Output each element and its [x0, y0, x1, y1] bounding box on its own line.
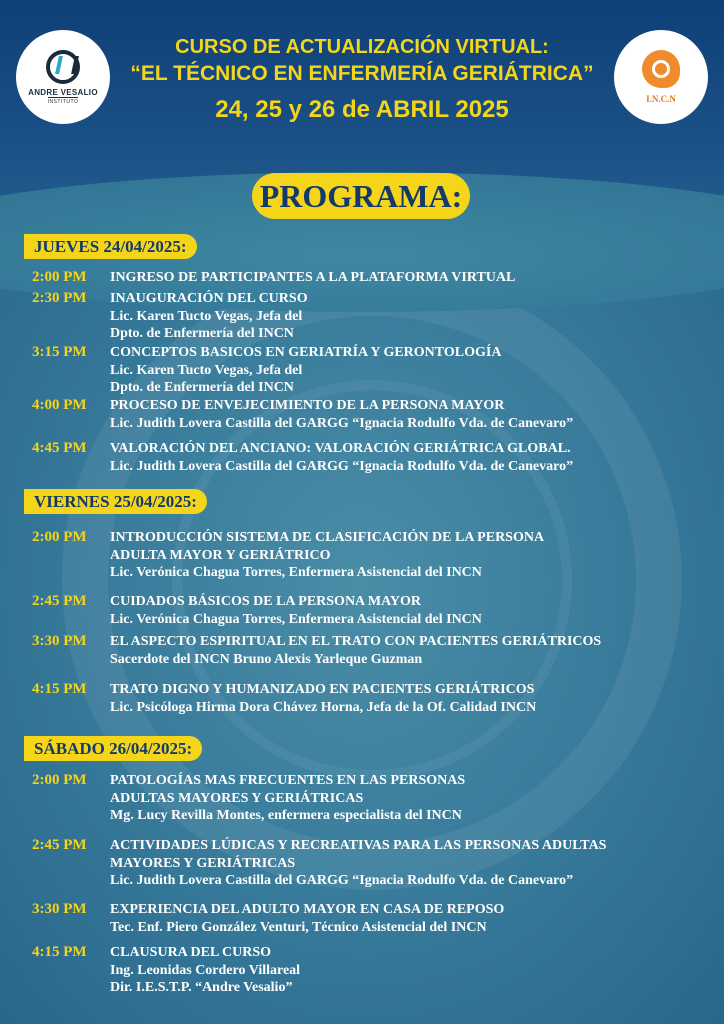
session-line: Dir. I.E.S.T.P. “Andre Vesalio” — [110, 980, 293, 995]
day-label-jueves: JUEVES 24/04/2025: — [24, 234, 197, 259]
andre-vesalio-logo — [16, 30, 110, 124]
session-line: Lic. Judith Lovera Castilla del GARGG “Ignacia Rodulfo Vda. de Canevaro” — [110, 873, 574, 888]
session-line: EL ASPECTO ESPIRITUAL EN EL TRATO CON PACIENTES GERIÁTRICOS — [110, 634, 602, 649]
session-line: VALORACIÓN DEL ANCIANO: VALORACIÓN GERIÁTRICA GLOBAL. — [110, 441, 571, 456]
session-line: INTRODUCCIÓN SISTEMA DE CLASIFICACIÓN DE LA PERSONA — [110, 530, 545, 545]
session-line: Dpto. de Enfermería del INCN — [110, 380, 294, 395]
session-line: INGRESO DE PARTICIPANTES A LA PLATAFORMA VIRTUAL — [110, 270, 516, 285]
logo-right-name: I.N.C.N — [646, 94, 676, 104]
session-line: MAYORES Y GERIÁTRICAS — [110, 855, 296, 871]
programa-badge: PROGRAMA: — [252, 173, 470, 219]
event-dates: 24, 25 y 26 de ABRIL 2025 — [215, 96, 509, 123]
session-time: 2:00 PM — [32, 529, 87, 545]
session-time: 3:30 PM — [32, 633, 87, 649]
andre-vesalio-logo-icon — [46, 50, 80, 84]
session-time: 2:45 PM — [32, 837, 87, 853]
session-line: Lic. Karen Tucto Vegas, Jefa del — [110, 308, 303, 324]
session-line: ADULTA MAYOR Y GERIÁTRICO — [110, 547, 331, 563]
incn-logo — [614, 30, 708, 124]
head-profile-icon — [638, 50, 684, 92]
session-line: Lic. Verónica Chagua Torres, Enfermera Asistencial del INCN — [110, 565, 482, 580]
session-time: 3:15 PM — [32, 344, 87, 360]
session-line: Lic. Judith Lovera Castilla del GARGG “Ignacia Rodulfo Vda. de Canevaro” — [110, 458, 574, 474]
session-line: INAUGURACIÓN DEL CURSO — [110, 291, 308, 306]
title-line-1: CURSO DE ACTUALIZACIÓN VIRTUAL: — [175, 36, 549, 58]
session-line: EXPERIENCIA DEL ADULTO MAYOR EN CASA DE REPOSO — [110, 902, 505, 917]
session-line: CONCEPTOS BASICOS EN GERIATRÍA Y GERONTOLOGÍA — [110, 345, 502, 360]
session-time: 4:45 PM — [32, 440, 87, 456]
session-line: Lic. Verónica Chagua Torres, Enfermera Asistencial del INCN — [110, 611, 482, 627]
session-line: PROCESO DE ENVEJECIMIENTO DE LA PERSONA MAYOR — [110, 398, 505, 413]
session-time: 2:30 PM — [32, 290, 87, 306]
session-line: Mg. Lucy Revilla Montes, enfermera especialista del INCN — [110, 808, 462, 823]
logo-left-sub: INSTITUTO — [47, 98, 79, 105]
session-line: Ing. Leonidas Cordero Villareal — [110, 962, 301, 978]
session-line: ACTIVIDADES LÚDICAS Y RECREATIVAS PARA LAS PERSONAS ADULTAS — [110, 838, 607, 853]
session-time: 2:45 PM — [32, 593, 87, 609]
session-time: 4:00 PM — [32, 397, 87, 413]
session-time: 2:00 PM — [32, 772, 87, 788]
session-time: 2:00 PM — [32, 269, 87, 285]
session-time: 3:30 PM — [32, 901, 87, 917]
session-line: TRATO DIGNO Y HUMANIZADO EN PACIENTES GERIÁTRICOS — [110, 682, 535, 697]
day-label-sabado: SÁBADO 26/04/2025: — [24, 736, 202, 761]
session-time: 4:15 PM — [32, 681, 87, 697]
logo-left-name: ANDRE VESALIO — [28, 87, 98, 97]
session-line: Lic. Psicóloga Hirma Dora Chávez Horna, Jefa de la Of. Calidad INCN — [110, 699, 537, 715]
title-line-2: “EL TÉCNICO EN ENFERMERÍA GERIÁTRICA” — [130, 62, 594, 85]
day-label-viernes: VIERNES 25/04/2025: — [24, 489, 207, 514]
session-line: Tec. Enf. Piero González Venturi, Técnico Asistencial del INCN — [110, 919, 487, 935]
session-line: CLAUSURA DEL CURSO — [110, 945, 272, 960]
session-line: Sacerdote del INCN Bruno Alexis Yarleque Guzman — [110, 651, 423, 667]
session-line: PATOLOGÍAS MAS FRECUENTES EN LAS PERSONAS — [110, 773, 466, 788]
session-line: Lic. Judith Lovera Castilla del GARGG “Ignacia Rodulfo Vda. de Canevaro” — [110, 415, 574, 431]
session-line: Dpto. de Enfermería del INCN — [110, 326, 294, 341]
session-line: Lic. Karen Tucto Vegas, Jefa del — [110, 362, 303, 378]
session-time: 4:15 PM — [32, 944, 87, 960]
session-line: ADULTAS MAYORES Y GERIÁTRICAS — [110, 790, 364, 806]
session-line: CUIDADOS BÁSICOS DE LA PERSONA MAYOR — [110, 594, 422, 609]
